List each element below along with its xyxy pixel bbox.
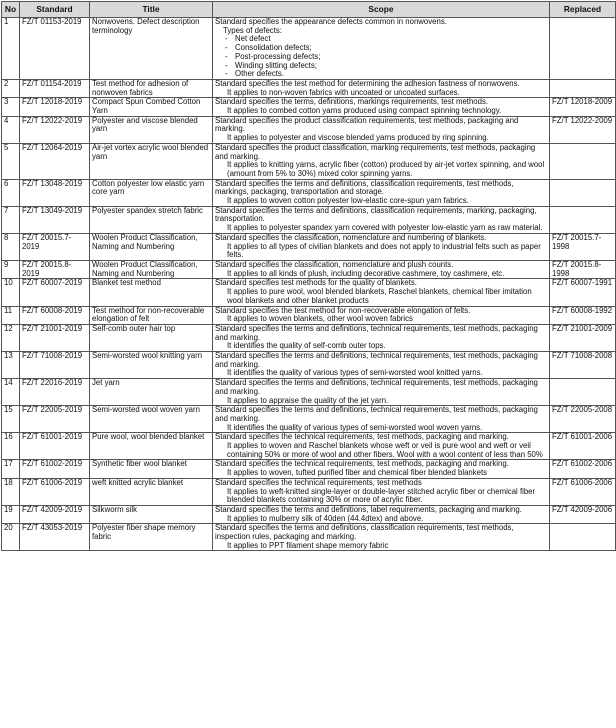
cell-standard: FZ/T 13048-2019 — [20, 179, 90, 206]
table-row — [2, 524, 616, 551]
scope-line: It applies to woven and Raschel blankets whose weft or veil is pure wool and weft or veil containing 50% or more of wool and other fibers. Wool with a wool content of less than 50% — [227, 441, 543, 459]
table-row — [2, 206, 616, 233]
cell-standard: FZ/T 61001-2019 — [20, 433, 90, 460]
cell-standard: FZ/T 60008-2019 — [20, 306, 90, 324]
header-no: No — [2, 2, 20, 18]
cell-standard: FZ/T 20015.8-2019 — [20, 260, 90, 278]
scope-line: It applies to polyester spandex yarn covered with polyester low-elastic yarn as raw material. — [227, 223, 543, 233]
table-row — [2, 352, 616, 379]
table-row — [2, 460, 616, 478]
cell-no: 3 — [2, 98, 20, 116]
cell-no: 11 — [2, 306, 20, 324]
scope-line: Standard specifies the terms and definitions, classification requirements, test methods, markings, packaging, transportation and storage. — [215, 179, 514, 197]
cell-no: 13 — [2, 352, 20, 379]
scope-line: It identifies the quality of self-comb outer tops. — [227, 341, 386, 351]
cell-replaced: FZ/T 22005-2008 — [550, 406, 616, 433]
scope-list-item: - Net defect — [215, 35, 547, 44]
cell-scope — [213, 306, 550, 324]
cell-scope — [213, 505, 550, 523]
cell-replaced — [550, 143, 616, 179]
cell-replaced: FZ/T 12022-2009 — [550, 116, 616, 143]
scope-line: Standard specifies the terms and definitions, classification requirements, test methods, inspection rules, packaging and marking. — [215, 523, 514, 542]
cell-no: 9 — [2, 260, 20, 278]
scope-line: Standard specifies the test method for non-recoverable elongation of felts. — [215, 306, 471, 315]
cell-title: Nonwovens. Defect description terminology — [90, 18, 213, 80]
scope-line: It applies to weft-knitted single-layer or double-layer stitched acrylic fiber or chemical fiber blended blankets containing 30% or more of acrylic fiber. — [227, 486, 536, 505]
cell-scope — [213, 79, 550, 97]
table-row — [2, 478, 616, 505]
table-row — [2, 179, 616, 206]
cell-standard: FZ/T 12018-2019 — [20, 98, 90, 116]
scope-line: Standard specifies test methods for the quality of blankets. — [215, 278, 417, 288]
cell-title: Woolen Product Classification, Naming and Numbering — [90, 260, 213, 278]
cell-replaced: FZ/T 20015.8-1998 — [550, 260, 616, 278]
cell-no: 16 — [2, 433, 20, 460]
cell-scope — [213, 143, 550, 179]
cell-title: Silkworm silk — [90, 505, 213, 523]
cell-standard: FZ/T 01154-2019 — [20, 79, 90, 97]
cell-no: 17 — [2, 460, 20, 478]
scope-line: Standard specifies the technical requirements, test methods, packaging and marking. — [215, 432, 509, 442]
cell-title: Self-comb outer hair top — [90, 324, 213, 351]
cell-replaced: FZ/T 61006-2006 — [550, 478, 616, 505]
cell-no: 7 — [2, 206, 20, 233]
scope-line: Standard specifies the classification, nomenclature and plush counts. — [215, 260, 454, 269]
scope-line: Standard specifies the technical requirements, test methods, packaging and marking. — [215, 459, 509, 469]
scope-line: Types of defects: — [223, 25, 282, 35]
cell-title: Polyester fiber shape memory fabric — [90, 524, 213, 551]
cell-no: 15 — [2, 406, 20, 433]
cell-replaced — [550, 79, 616, 97]
cell-no: 5 — [2, 143, 20, 179]
cell-standard: FZ/T 22016-2019 — [20, 379, 90, 406]
table-row — [2, 260, 616, 278]
table-row — [2, 306, 616, 324]
cell-title: Cotton polyester low elastic yarn core yarn — [90, 179, 213, 206]
scope-line: It applies to PPT filament shape memory fabric — [227, 540, 389, 550]
scope-line: It applies to knitting yarns, acrylic fiber (cotton) produced by air-jet vortex spinning, and wool (amount from 5% to 30%) mixed color spinning yarns. — [227, 160, 545, 178]
cell-replaced: FZ/T 60008-1992 — [550, 306, 616, 324]
scope-line: Standard specifies the classification, nomenclature and numbering of blankets. — [215, 233, 487, 242]
cell-standard: FZ/T 60007-2019 — [20, 279, 90, 306]
scope-line: Standard specifies the terms and definitions, label requirements, packaging and marking. — [215, 505, 522, 514]
table-row — [2, 79, 616, 97]
cell-standard: FZ/T 20015.7-2019 — [20, 233, 90, 260]
cell-scope — [213, 478, 550, 505]
cell-no: 12 — [2, 324, 20, 351]
cell-no: 6 — [2, 179, 20, 206]
cell-replaced: FZ/T 12018-2009 — [550, 98, 616, 116]
scope-line: Standard specifies the technical requirements, test methods — [215, 478, 422, 487]
cell-replaced: FZ/T 61001-2006 — [550, 433, 616, 460]
table-body — [2, 18, 616, 551]
standards-table — [1, 1, 616, 551]
scope-line: Standard specifies the terms and definitions, technical requirements, test methods, packaging and marking. — [215, 324, 538, 342]
scope-list-item: - Post-processing defects; — [215, 53, 547, 62]
cell-title: Jet yarn — [90, 379, 213, 406]
cell-replaced — [550, 379, 616, 406]
scope-line: It applies to polyester and viscose blended yarns produced by ring spinning. — [227, 133, 489, 143]
cell-replaced: FZ/T 21001-2009 — [550, 324, 616, 351]
cell-title: Compact Spun Combed Cotton Yarn — [90, 98, 213, 116]
table-row — [2, 406, 616, 433]
cell-title: Polyester and viscose blended yarn — [90, 116, 213, 143]
cell-scope — [213, 460, 550, 478]
scope-line: Standard specifies the terms, definitions, markings requirements, test methods. — [215, 97, 489, 107]
scope-line: It applies to appraise the quality of the jet yarn. — [227, 395, 389, 405]
cell-replaced: FZ/T 60007-1991 — [550, 279, 616, 306]
cell-replaced: FZ/T 71008-2008 — [550, 352, 616, 379]
cell-replaced — [550, 524, 616, 551]
cell-standard: FZ/T 12022-2019 — [20, 116, 90, 143]
table-row — [2, 233, 616, 260]
table-row — [2, 116, 616, 143]
defect-list — [215, 35, 547, 79]
scope-list-item: - Other defects. — [215, 70, 547, 79]
cell-no: 1 — [2, 18, 20, 80]
cell-no: 19 — [2, 505, 20, 523]
cell-no: 8 — [2, 233, 20, 260]
scope-line: It applies to woven, tufted purified fiber and chemical fiber blended blankets — [227, 468, 488, 478]
cell-no: 2 — [2, 79, 20, 97]
header-replaced: Replaced — [550, 2, 616, 18]
table-row — [2, 379, 616, 406]
scope-line: Standard specifies the appearance defects common in nonwovens. — [215, 17, 447, 26]
cell-scope — [213, 206, 550, 233]
cell-title: Polyester spandex stretch fabric — [90, 206, 213, 233]
cell-no: 4 — [2, 116, 20, 143]
cell-scope — [213, 406, 550, 433]
cell-title: Test method for adhesion of nonwoven fabrics — [90, 79, 213, 97]
cell-title: weft knitted acrylic blanket — [90, 478, 213, 505]
scope-line: It applies to all types of civilian blankets and does not apply to industrial felts such as paper felts. — [227, 241, 541, 260]
header-scope: Scope — [213, 2, 550, 18]
cell-title: Semi-worsted wool knitting yarn — [90, 352, 213, 379]
cell-no: 18 — [2, 478, 20, 505]
scope-line: Standard specifies the terms and definitions, technical requirements, test methods, packaging and marking. — [215, 405, 538, 423]
scope-line: Standard specifies the terms and definitions, classification requirements, marking, packaging, transportation. — [215, 206, 537, 224]
cell-standard: FZ/T 22005-2019 — [20, 406, 90, 433]
scope-line: It applies to combed cotton yarns produced using compact spinning technology. — [227, 106, 502, 116]
cell-replaced — [550, 179, 616, 206]
cell-scope — [213, 179, 550, 206]
cell-title: Pure wool, wool blended blanket — [90, 433, 213, 460]
cell-scope — [213, 116, 550, 143]
cell-replaced: FZ/T 42009-2006 — [550, 505, 616, 523]
header-title: Title — [90, 2, 213, 18]
table-row — [2, 143, 616, 179]
cell-title: Air-jet vortex acrylic wool blended yarn — [90, 143, 213, 179]
cell-standard: FZ/T 43053-2019 — [20, 524, 90, 551]
cell-title: Synthetic fiber wool blanket — [90, 460, 213, 478]
scope-line: Standard specifies the test method for determining the adhesion fastness of nonwovens. — [215, 79, 520, 88]
scope-line: Standard specifies the product classification, marking requirements, test methods, packaging and marking. — [215, 143, 536, 161]
cell-standard: FZ/T 61006-2019 — [20, 478, 90, 505]
cell-no: 20 — [2, 524, 20, 551]
table-row — [2, 324, 616, 351]
table-row — [2, 279, 616, 306]
scope-line: It identifies the quality of various types of semi-worsted wool knitted yarns. — [227, 368, 483, 378]
scope-line: It applies to all kinds of plush, including decorative cashmere, toy cashmere, etc. — [227, 268, 505, 278]
cell-scope — [213, 524, 550, 551]
header-row — [2, 2, 616, 18]
table-row — [2, 18, 616, 80]
cell-title: Blanket test method — [90, 279, 213, 306]
scope-line: Standard specifies the terms and definitions, technical requirements, test methods, packaging and marking. — [215, 351, 538, 369]
table-row — [2, 433, 616, 460]
cell-title: Woolen Product Classification, Naming and Numbering — [90, 233, 213, 260]
cell-replaced — [550, 18, 616, 80]
header-standard: Standard — [20, 2, 90, 18]
cell-scope — [213, 233, 550, 260]
scope-line: It applies to woven cotton polyester low-elastic core-spun yarn fabrics. — [227, 196, 469, 206]
cell-replaced: FZ/T 61002-2006 — [550, 460, 616, 478]
cell-scope — [213, 98, 550, 116]
scope-list-item: - Winding slitting defects; — [215, 62, 547, 71]
cell-no: 10 — [2, 279, 20, 306]
cell-standard: FZ/T 42009-2019 — [20, 505, 90, 523]
cell-standard: FZ/T 13049-2019 — [20, 206, 90, 233]
cell-standard: FZ/T 01153-2019 — [20, 18, 90, 80]
cell-scope — [213, 433, 550, 460]
scope-line: It applies to pure wool, wool blended blankets, Raschel blankets, chemical fiber imitation wool blankets and other blanket products — [227, 287, 532, 305]
cell-title: Test method for non-recoverable elongation of felt — [90, 306, 213, 324]
scope-line: Standard specifies the product classification requirements, test methods, packaging and marking. — [215, 116, 519, 134]
scope-line: It applies to mulberry silk of 40den (44.4dtex) and above. — [227, 513, 424, 523]
table-row — [2, 505, 616, 523]
cell-replaced — [550, 206, 616, 233]
scope-line: Standard specifies the terms and definitions, technical requirements, test methods, packaging and marking. — [215, 378, 538, 396]
cell-scope — [213, 279, 550, 306]
scope-list-item: - Consolidation defects; — [215, 44, 547, 53]
cell-no: 14 — [2, 379, 20, 406]
cell-standard: FZ/T 12064-2019 — [20, 143, 90, 179]
cell-scope — [213, 379, 550, 406]
cell-replaced: FZ/T 20015.7-1998 — [550, 233, 616, 260]
cell-scope — [213, 324, 550, 351]
scope-line: It applies to non-woven fabrics with uncoated or uncoated surfaces. — [227, 87, 460, 97]
cell-standard: FZ/T 71008-2019 — [20, 352, 90, 379]
table-row — [2, 98, 616, 116]
cell-scope — [213, 352, 550, 379]
cell-scope — [213, 260, 550, 278]
cell-title: Semi-worsted wool woven yarn — [90, 406, 213, 433]
scope-line: It applies to woven blankets, other wool woven fabrics — [227, 314, 413, 324]
scope-line: It identifies the quality of various types of semi-worsted wool woven yarns. — [227, 422, 483, 432]
cell-standard: FZ/T 21001-2019 — [20, 324, 90, 351]
cell-standard: FZ/T 61002-2019 — [20, 460, 90, 478]
cell-scope — [213, 18, 550, 80]
